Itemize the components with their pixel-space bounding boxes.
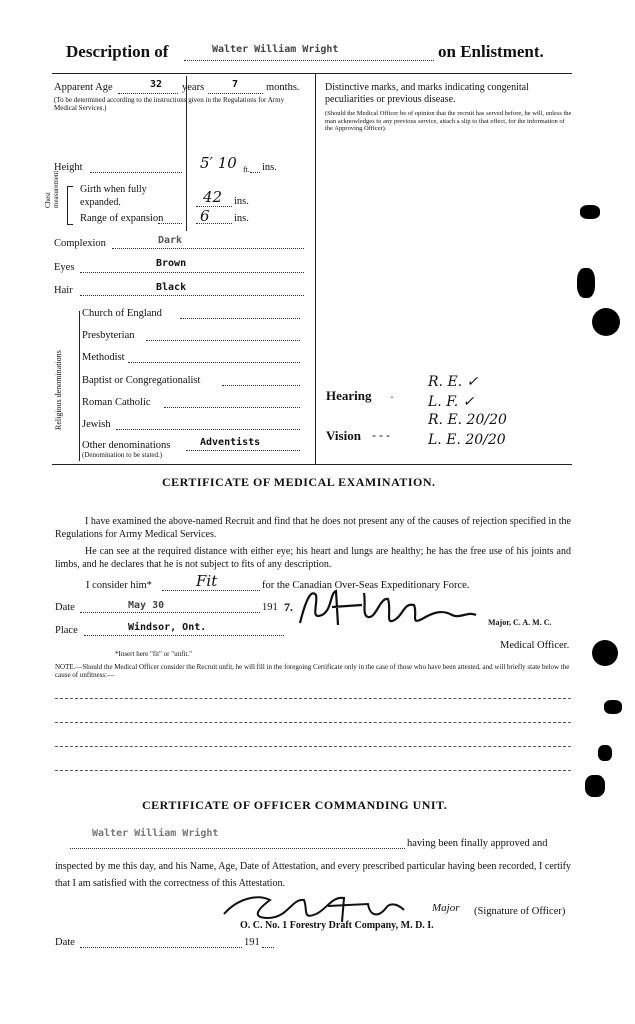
approved-text: having been finally approved and [407, 838, 548, 849]
medical-year-prefix: 191 [262, 602, 278, 613]
months-label: months. [266, 82, 300, 93]
scan-mark [580, 205, 600, 219]
range-ins: ins. [234, 213, 249, 224]
religion-item-jewish: Jewish [82, 419, 111, 430]
age-label: Apparent Age [54, 82, 113, 93]
hair-value: Black [156, 282, 187, 293]
place-value: Windsor, Ont. [128, 622, 207, 633]
place-label: Place [55, 625, 78, 636]
commanding-year-prefix: 191 [244, 937, 260, 948]
medical-date-label: Date [55, 602, 75, 613]
insert-note: *Insert here "fit" or "unfit." [115, 650, 192, 658]
signature-of-officer-label: (Signature of Officer) [474, 906, 566, 917]
medical-signature-graphic [292, 585, 522, 640]
vision-label: Vision [326, 428, 361, 443]
marks-note: (Should the Medical Officer be of opinion that the recruit has served before, he will, unless the man acknowledges to any previous service, attach a slip to that effect, for the information of the Approving Officer). [325, 110, 572, 132]
scan-mark [604, 700, 622, 714]
vision-right: R. E. 20/20 [428, 412, 507, 428]
girth-value: 42 [203, 188, 223, 206]
ft-label: ft. [243, 165, 250, 174]
chest-side-label: Chest measurement [44, 170, 60, 208]
height-label: Height [54, 162, 83, 173]
header-prefix: Description of [66, 42, 169, 61]
range-value: 6 [200, 207, 210, 225]
religion-item-baptist: Baptist or Congregationalist [82, 375, 201, 386]
religion-item-roman-catholic: Roman Catholic [82, 397, 151, 408]
age-note: (To be determined according to the instructions given in the Regulations for Army Medical Services.) [54, 96, 285, 112]
medical-year-suffix: 7. [284, 600, 293, 614]
religion-item-other: Other denominations [82, 440, 171, 451]
eyes-value: Brown [156, 258, 187, 269]
punch-hole [592, 308, 620, 336]
hearing-left: L. F. ✓ [428, 394, 475, 410]
girth-label: Girth when fully expanded. [80, 184, 147, 208]
marks-title: Distinctive marks, and marks indicating congenital peculiarities or previous disease. [325, 82, 529, 105]
age-years-value: 32 [150, 79, 163, 90]
consider-prefix: I consider him* [86, 580, 152, 591]
vision-dashes: - - - [372, 428, 390, 442]
commanding-paragraph: inspected by me this day, and his Name, Age, Date of Attestation, and every prescribed particular having been recorded, I certify that I am satisfied with the correctness of this Attestation. [55, 861, 571, 889]
ins-label: ins. [262, 162, 277, 173]
girth-ins: ins. [234, 196, 249, 207]
header-suffix: on Enlistment. [438, 42, 544, 61]
vision-left: L. E. 20/20 [428, 432, 506, 448]
consider-suffix: for the Canadian Over-Seas Expeditionary Force. [262, 580, 470, 591]
unfitness-note: NOTE.—Should the Medical Officer consider the Recruit unfit, he will fill in the foregoing Certificate only in the case of those who have been attested, and will briefly state below the cause of unfitness:— [55, 663, 570, 679]
range-label: Range of expansion [80, 213, 164, 224]
complexion-value: Dark [158, 235, 183, 246]
height-value: 5′ 10 [200, 154, 237, 172]
medical-officer-rank: Major, C. A. M. C. [488, 618, 552, 627]
hearing-right: R. E. ✓ [428, 374, 479, 390]
medical-officer-label: Medical Officer. [500, 640, 570, 651]
consider-value: Fit [196, 572, 218, 590]
commanding-date-label: Date [55, 937, 75, 948]
commanding-unit: O. C. No. 1 Forestry Draft Company, M. D. I. [240, 920, 434, 931]
hearing-label: Hearing [326, 388, 372, 403]
commanding-rank: Major [432, 902, 460, 914]
age-months-value: 7 [232, 79, 239, 90]
religion-item-methodist: Methodist [82, 352, 125, 363]
religion-side-label: Religious denominations [54, 350, 63, 430]
commanding-recruit-name: Walter William Wright [92, 828, 219, 839]
other-denomination-value: Adventists [200, 437, 261, 448]
medical-date-value: May 30 [128, 600, 165, 611]
medical-paragraph-2: He can see at the required distance with either eye; his heart and lungs are healthy; he has the free use of his joints and limbs, and he declares that he is not subject to fits of any description. [55, 546, 571, 570]
religion-item-presbyterian: Presbyterian [82, 330, 135, 341]
punch-hole [592, 640, 618, 666]
hair-label: Hair [54, 285, 73, 296]
scan-mark [577, 268, 595, 298]
complexion-label: Complexion [54, 238, 106, 249]
commanding-certificate-title: CERTIFICATE OF OFFICER COMMANDING UNIT. [142, 798, 448, 812]
page-header [66, 42, 168, 62]
eyes-label: Eyes [54, 262, 75, 273]
religion-item-church-of-england: Church of England [82, 308, 162, 319]
hearing-dots: · [390, 390, 394, 404]
medical-paragraph-1: I have examined the above-named Recruit and find that he does not present any of the causes of rejection specified in the Regulations for Army Medical Services. [55, 516, 571, 540]
medical-certificate-title: CERTIFICATE OF MEDICAL EXAMINATION. [162, 475, 436, 489]
years-label: years [182, 82, 205, 93]
recruit-name: Walter William Wright [212, 44, 339, 55]
scan-mark [598, 745, 612, 761]
scan-mark [585, 775, 605, 797]
other-denomination-note: (Denomination to be stated.) [82, 451, 163, 459]
